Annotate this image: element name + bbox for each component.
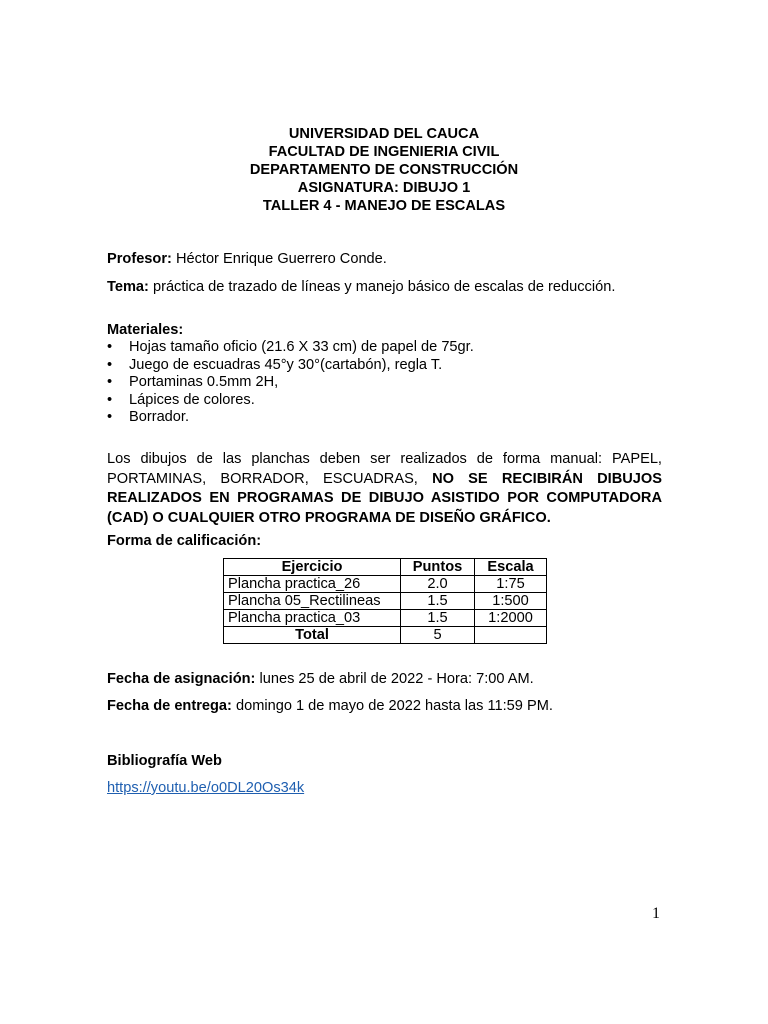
total-label: Total (224, 627, 401, 644)
table-row (224, 576, 547, 593)
bibliografia-link[interactable]: https://youtu.be/o0DL20Os34k (107, 780, 305, 796)
profesor-value: Héctor Enrique Guerrero Conde. (175, 251, 387, 267)
fecha-asignacion-line (107, 670, 662, 688)
profesor-line (107, 250, 662, 268)
profesor-label: Profesor: (107, 251, 172, 267)
table-row (224, 593, 547, 610)
university-name: UNIVERSIDAD DEL CAUCA (288, 126, 480, 142)
cell-ejercicio: Plancha practica_03 (224, 610, 401, 627)
instrucciones-bold: NO SE RECIBIRÁN DIBUJOS REALIZADOS EN PROGRAMAS DE DIBUJO ASISTIDO POR COMPUTADORA (CAD) O CUALQUIER OTRO PROGRAMA DE DISEÑO GRÁFICO. (107, 470, 662, 526)
bullet-icon: • (107, 374, 113, 390)
instrucciones-normal: Los dibujos de las planchas deben ser realizados de forma manual: PAPEL, PORTAMINAS, BORRADOR, ESCUADRAS, (107, 451, 662, 487)
column-header-puntos: Puntos (401, 559, 475, 576)
document-header (0, 125, 768, 215)
cell-escala: 1:2000 (475, 610, 547, 627)
bibliografia-label: Bibliografía Web (107, 753, 222, 769)
fecha-entrega-label: Fecha de entrega: (107, 698, 232, 714)
bibliografia-link-line (107, 779, 662, 797)
course-name: ASIGNATURA: DIBUJO 1 (297, 180, 471, 196)
materiales-list (107, 339, 662, 427)
total-escala (475, 627, 547, 644)
list-item: • Juego de escuadras 45°y 30°(cartabón), regla T. (107, 356, 443, 373)
bullet-icon: • (107, 356, 113, 373)
department-name: DEPARTAMENTO DE CONSTRUCCIÓN (249, 162, 519, 178)
cell-escala: 1:75 (475, 576, 547, 593)
instrucciones-paragraph (107, 450, 662, 528)
cell-escala: 1:500 (475, 593, 547, 610)
cell-ejercicio: Plancha practica_26 (224, 576, 401, 593)
calificacion-label: Forma de calificación: (107, 533, 262, 549)
page-number: 1 (652, 905, 660, 922)
fecha-asignacion-value: lunes 25 de abril de 2022 - Hora: 7:00 AM. (259, 671, 534, 687)
bullet-icon: • (107, 391, 113, 408)
total-value: 5 (401, 627, 475, 644)
cell-puntos: 1.5 (401, 610, 475, 627)
list-item: • Borrador. (107, 409, 190, 425)
column-header-ejercicio: Ejercicio (224, 559, 401, 576)
cell-ejercicio: Plancha 05_Rectilineas (224, 593, 401, 610)
fecha-asignacion-label: Fecha de asignación: (107, 671, 256, 687)
cell-puntos: 1.5 (401, 593, 475, 610)
column-header-escala: Escala (475, 559, 547, 576)
fecha-entrega-line (107, 697, 662, 715)
faculty-name: FACULTAD DE INGENIERIA CIVIL (268, 144, 500, 160)
list-item: • Portaminas 0.5mm 2H, (107, 374, 279, 390)
bullet-icon: • (107, 339, 113, 355)
list-item: • Hojas tamaño oficio (21.6 X 33 cm) de papel de 75gr. (107, 339, 474, 355)
table-header-row (224, 559, 547, 576)
bullet-icon: • (107, 409, 113, 425)
cell-puntos: 2.0 (401, 576, 475, 593)
workshop-title: TALLER 4 - MANEJO DE ESCALAS (262, 198, 506, 214)
grading-table (223, 558, 547, 644)
table-row (224, 610, 547, 627)
tema-label: Tema: (107, 279, 149, 295)
tema-value: práctica de trazado de líneas y manejo básico de escalas de reducción. (152, 279, 616, 295)
fecha-entrega-value: domingo 1 de mayo de 2022 hasta las 11:59 PM. (235, 698, 553, 714)
list-item: • Lápices de colores. (107, 391, 255, 408)
tema-line (107, 278, 662, 296)
table-total-row (224, 627, 547, 644)
materiales-section (107, 321, 662, 427)
materiales-label: Materiales: (107, 322, 184, 338)
